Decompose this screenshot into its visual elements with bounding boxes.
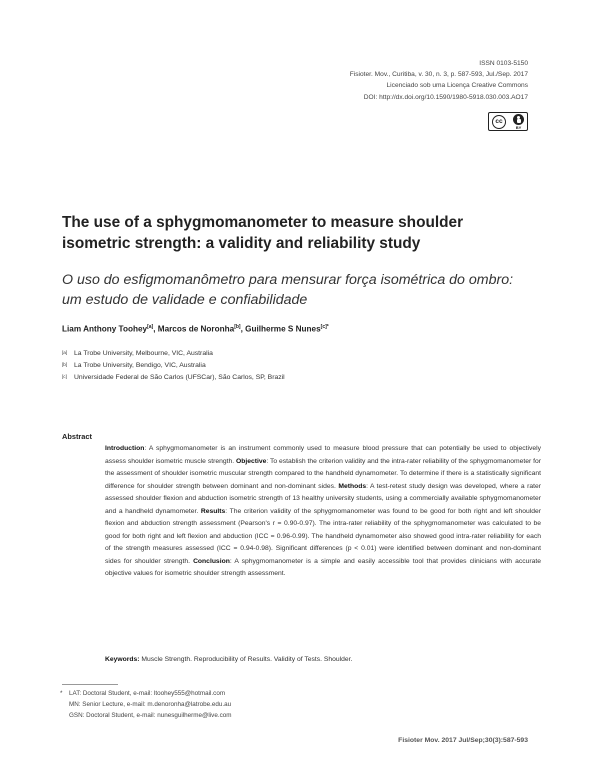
keywords-line	[105, 656, 541, 663]
cc-logo-icon: cc	[492, 115, 506, 129]
footnotes	[60, 689, 231, 721]
footnote-text: GSN: Doctoral Student, e-mail: nunesguilherme@live.com	[69, 711, 232, 719]
author-name: Liam Anthony Toohey	[62, 324, 148, 334]
attribution-person-icon	[513, 114, 524, 125]
running-footer: Fisioter Mov. 2017 Jul/Sep;30(3):587-593	[398, 737, 528, 744]
author-name: Marcos de Noronha	[157, 324, 235, 334]
affiliation-item	[62, 348, 285, 360]
keywords-label: Keywords:	[105, 656, 140, 663]
citation: Fisioter. Mov., Curitiba, v. 30, n. 3, p. 587-593, Jul./Sep. 2017	[349, 71, 528, 79]
creative-commons-by-icon[interactable]	[488, 112, 528, 131]
doi-link[interactable]: DOI: http://dx.doi.org/10.1590/1980-5918.030.003.AO17	[363, 93, 528, 101]
abstract-heading: Abstract	[62, 432, 92, 441]
abstract-objective-text: : To establish the criterion validity and the intra-rater reliability of the sphygmomanometer for the assessment of shoulder isometric muscular strength compared to the handheld dynamometer. To determine if there is a statistically significant difference for shoulder strength between dominant and non-dominant sides.	[105, 457, 541, 490]
affiliation-text: La Trobe University, Melbourne, VIC, Australia	[74, 350, 213, 357]
footnote-text: MN: Senior Lecture, e-mail: m.denoronha@latrobe.edu.au	[69, 700, 232, 708]
affiliation-item	[62, 372, 285, 384]
abstract-objective-label: Objective	[235, 457, 267, 465]
abstract-introduction-label: Introduction	[105, 445, 145, 452]
footnote-line	[60, 711, 231, 722]
author-affiliation-marker: [b]	[234, 324, 241, 330]
author-affiliation-marker: [a]	[147, 324, 154, 330]
author-name: Guilherme S Nunes	[245, 324, 321, 334]
affiliation-item	[62, 360, 285, 372]
footnote-marker: *	[60, 690, 63, 697]
abstract-conclusion-label: Conclusion	[193, 557, 230, 565]
abstract-methods-label: Methods	[338, 482, 367, 490]
footnote-divider	[62, 684, 118, 685]
affiliation-list	[62, 348, 285, 385]
abstract-conclusion-text: : A sphygmomanometer is a simple and easily accessible tool that provides clinicians with accurate objective values for isometric shoulder strength assessment.	[105, 557, 541, 578]
license-text: Licenciado sob uma Licença Creative Commons	[386, 82, 528, 90]
affiliation-label: [b]	[62, 362, 68, 368]
abstract-methods-text: : A test-retest study design was developed, where a rater assessed shoulder flexion and abduction isometric strength of 13 healthy university students, using a commercially available sphygmomanometer and a handheld dynamometer.	[105, 482, 542, 515]
affiliation-label: [a]	[62, 350, 68, 355]
abstract-results-label: Results	[200, 507, 226, 515]
journal-metadata	[350, 58, 528, 103]
affiliation-text: La Trobe University, Bendigo, VIC, Australia	[74, 362, 206, 370]
author-list: Liam Anthony Toohey[a], Marcos de Noronha[b], Guilherme S Nunes$^{[c]*}$	[62, 324, 329, 334]
footnote-text: LAT: Doctoral Student, e-mail: ltoohey555@hotmail.com	[69, 690, 226, 697]
article-title-english: The use of a sphygmomanometer to measure shoulder isometric strength: a validity and reliability study	[62, 214, 464, 252]
footnote-line	[60, 689, 231, 700]
abstract-introduction-text: : A sphygmomanometer is an instrument commonly used to measure blood pressure that can potentially be used to objectively assess shoulder isometric muscle strength.	[105, 445, 541, 465]
keywords-text: Muscle Strength. Reproducibility of Results. Validity of Tests. Shoulder.	[139, 656, 353, 663]
abstract-body	[105, 443, 541, 581]
abstract-results-text: : The criterion validity of the sphygmomanometer was found to be good for both right and left shoulder flexion and abduction strength assessment (Pearson's r = 0.90-0.97). The intra-rater reliability of the sphygmomanometer was calculated to be good for both right and left flexion and abduction (ICC = 0.96-0.99). The handheld dynamometer also showed good intra-rater reliability for each of the strength measures assessed (ICC = 0.94-0.98). Significant differences (p < 0.01) were identified between dominant and non-dominant sides for shoulder strength.	[105, 507, 541, 565]
footnote-line	[60, 700, 231, 711]
author-affiliation-marker: [c]*	[320, 324, 329, 330]
affiliation-text: Universidade Federal de São Carlos (UFSCar), São Carlos, SP, Brazil	[74, 374, 285, 382]
affiliation-label: [c]	[62, 374, 67, 380]
article-title-portuguese: O uso do esfigmomanômetro para mensurar força isométrica do ombro: um estudo de validade e confiabilidade	[62, 272, 514, 308]
issn: ISSN 0103-5150	[479, 60, 528, 67]
by-label: BY	[515, 124, 522, 130]
